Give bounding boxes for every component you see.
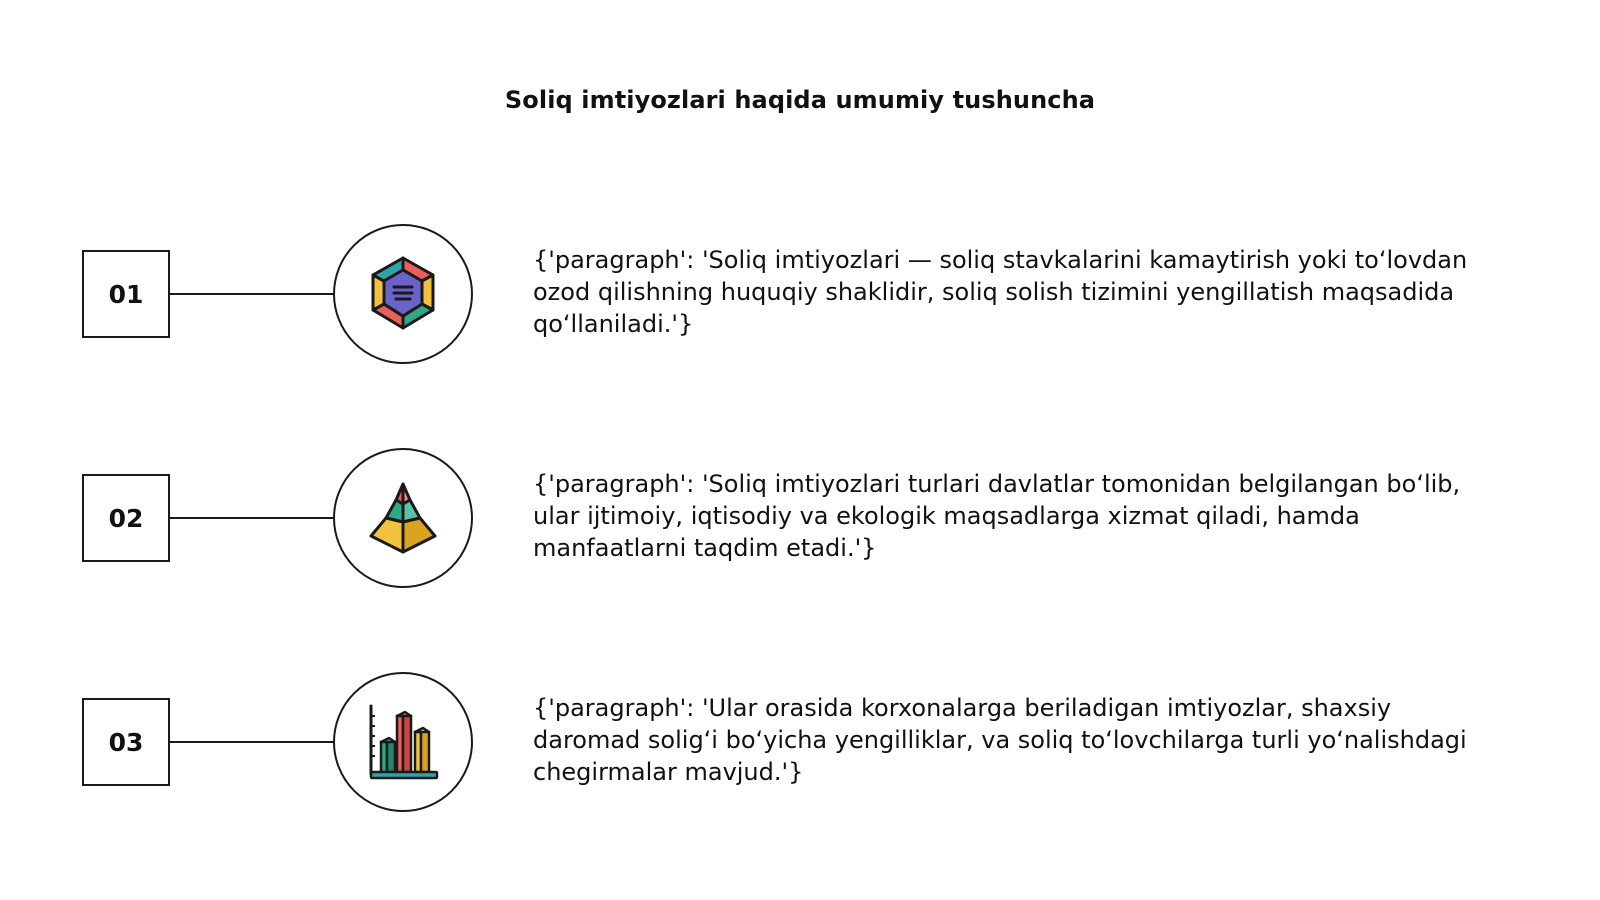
bar-chart-icon [363, 702, 443, 782]
pyramid-icon [363, 478, 443, 558]
connector-line [170, 293, 334, 295]
hexagon-menu-icon [363, 254, 443, 334]
slide-title: Soliq imtiyozlari haqida umumiy tushuncha [504, 86, 1096, 114]
list-item [0, 672, 1600, 812]
list-item [0, 224, 1600, 364]
number-badge: 03 [82, 698, 170, 786]
paragraph-text: {'paragraph': 'Soliq imtiyozlari — soliq stavkalarini kamaytirish yoki to‘lovdan ozod qilishning huquqiy shaklidir, soliq solish tizimini yengillatish maqsadida qo‘llaniladi.'} [533, 246, 1468, 338]
connector-line [170, 741, 334, 743]
connector-line [170, 517, 334, 519]
paragraph-text: {'paragraph': 'Ular orasida korxonalarga beriladigan imtiyozlar, shaxsiy daromad solig‘i bo‘yicha yengilliklar, va soliq to‘lovchilarga turli yo‘nalishdagi chegirmalar mavjud.'} [533, 694, 1467, 786]
icon-circle [333, 672, 473, 812]
list-item [0, 448, 1600, 588]
paragraph-text: {'paragraph': 'Soliq imtiyozlari turlari davlatlar tomonidan belgilangan bo‘lib, ular ijtimoiy, iqtisodiy va ekologik maqsadlarga xizmat qiladi, hamda manfaatlarni taqdim etadi.'} [533, 470, 1461, 562]
number-badge: 01 [82, 250, 170, 338]
number-badge: 02 [82, 474, 170, 562]
icon-circle [333, 224, 473, 364]
icon-circle [333, 448, 473, 588]
